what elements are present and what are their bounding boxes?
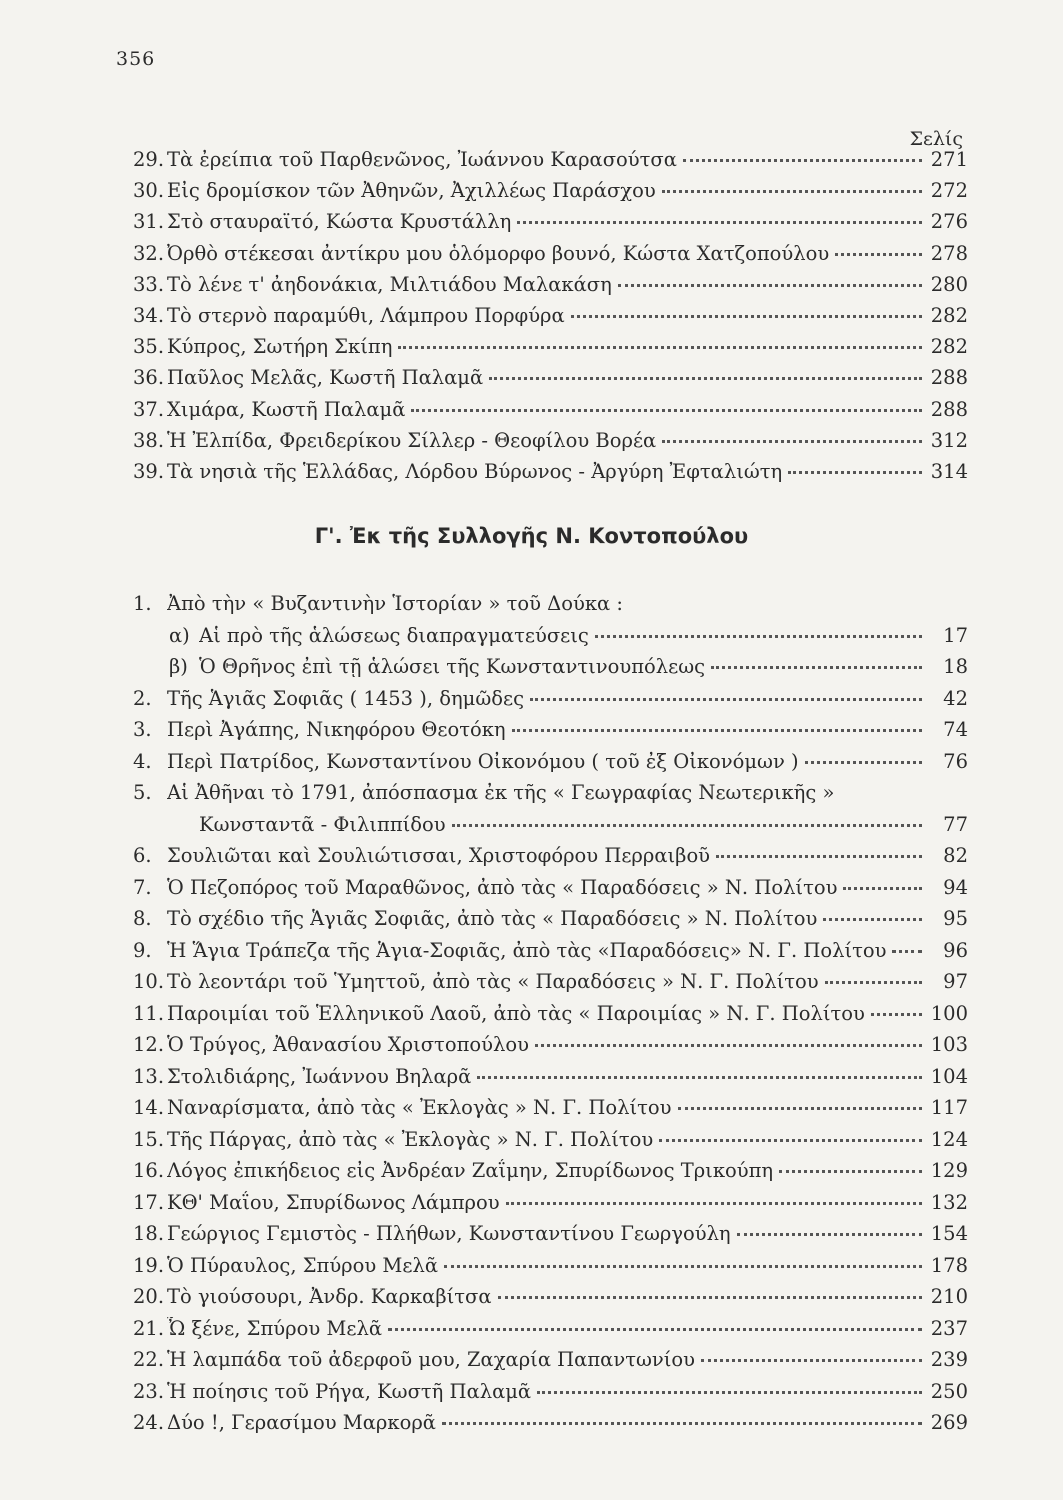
entry-number: 38. <box>133 428 165 452</box>
entry-page: 95 <box>943 907 968 930</box>
toc-entry <box>133 844 968 876</box>
entry-page: 129 <box>930 1159 968 1182</box>
entry-number: 9. <box>133 938 152 962</box>
toc-entry <box>133 1222 968 1254</box>
entry-page: 18 <box>943 655 968 678</box>
entry-title: Ἡ Ἐλπίδα, Φρειδερίκου Σίλλερ - Θεοφίλου Βορέα <box>167 428 657 452</box>
entry-title: Στὸ σταυραϊτό, Κώστα Κρυστάλλη <box>167 210 512 234</box>
entry-number: 33. <box>133 272 165 296</box>
entry-title: Ἡ Ἅγια Τράπεζα τῆς Ἁγια-Σοφιᾶς, ἀπὸ τὰς «Παραδόσεις» Ν. Γ. Πολίτου <box>167 938 887 962</box>
dot-leader <box>678 1107 922 1110</box>
toc-entry <box>133 655 968 687</box>
toc-entry <box>133 398 968 429</box>
entry-number: 10. <box>133 970 165 993</box>
entry-number: 13. <box>133 1064 165 1088</box>
entry-number: 18. <box>133 1222 165 1245</box>
entry-page: 288 <box>930 366 968 390</box>
entry-number: 23. <box>133 1379 165 1403</box>
entry-page: 282 <box>930 335 968 359</box>
dot-leader <box>662 190 922 193</box>
entry-page: 100 <box>930 1001 968 1025</box>
entry-title: Ἀπὸ τὴν « Βυζαντινὴν Ἱστορίαν » τοῦ Δούκα : <box>167 592 623 615</box>
entry-page: 276 <box>930 210 968 234</box>
entry-page: 272 <box>930 179 968 203</box>
dot-leader <box>716 855 922 858</box>
toc-entry <box>133 1254 968 1286</box>
column-header-page: Σελίς <box>909 128 963 150</box>
entry-page: 117 <box>930 1096 968 1119</box>
dot-leader <box>701 1359 922 1362</box>
entry-number: 30. <box>133 179 165 203</box>
entry-number: 37. <box>133 397 165 421</box>
entry-number: 31. <box>133 210 165 234</box>
entry-title: Λόγος ἐπικήδειος εἰς Ἀνδρέαν Ζαΐμην, Σπυρίδωνος Τρικούπη <box>167 1159 774 1182</box>
entry-number: β) <box>169 655 188 678</box>
dot-leader <box>512 729 922 732</box>
entry-number: 21. <box>133 1316 165 1340</box>
entry-title: Ὁ Θρῆνος ἐπὶ τῇ ἁλώσει τῆς Κωνσταντινουπόλεως <box>199 655 706 678</box>
entry-page: 278 <box>930 241 968 265</box>
dot-leader <box>737 1233 922 1236</box>
dot-leader <box>835 253 922 256</box>
toc-entry <box>133 429 968 460</box>
entry-title: Στολιδιάρης, Ἰωάννου Βηλαρᾶ <box>167 1064 472 1088</box>
toc-entry <box>133 624 968 656</box>
entry-page: 288 <box>930 397 968 421</box>
toc-entry <box>133 1002 968 1034</box>
toc-entry <box>133 1348 968 1380</box>
entry-title: Κωνσταντᾶ - Φιλιππίδου <box>199 812 446 836</box>
entry-title: Τὰ νησιὰ τῆς Ἑλλάδας, Λόρδου Βύρωνος - Ἀργύρη Ἐφταλιώτη <box>167 459 783 483</box>
entry-page: 314 <box>930 459 968 483</box>
entry-title: Παῦλος Μελᾶς, Κωστῆ Παλαμᾶ <box>167 366 484 390</box>
entry-number: 12. <box>133 1033 165 1056</box>
entry-number: 3. <box>133 718 152 741</box>
dot-leader <box>823 918 922 921</box>
toc-entry <box>133 460 968 491</box>
entry-page: 124 <box>930 1127 968 1151</box>
entry-title: Χιμάρα, Κωστῆ Παλαμᾶ <box>167 397 406 421</box>
toc-entry <box>133 1380 968 1412</box>
entry-number: 39. <box>133 459 165 483</box>
entry-number: 32. <box>133 241 165 265</box>
entry-title: Εἰς δρομίσκον τῶν Ἀθηνῶν, Ἀχιλλέως Παράσχου <box>167 179 656 203</box>
entry-title: Ὁ Πεζοπόρος τοῦ Μαραθῶνος, ἀπὸ τὰς « Παραδόσεις » Ν. Πολίτου <box>167 875 838 899</box>
toc-entry <box>133 876 968 908</box>
entry-number: 24. <box>133 1411 165 1434</box>
toc-entry <box>133 179 968 210</box>
entry-number: 20. <box>133 1285 165 1308</box>
entry-title: Δύο !, Γερασίμου Μαρκορᾶ <box>167 1411 436 1434</box>
entry-number: 7. <box>133 875 152 899</box>
toc-entry <box>133 304 968 335</box>
entry-title: Ὁ Τρύγος, Ἀθανασίου Χριστοπούλου <box>167 1033 529 1056</box>
entry-number: 19. <box>133 1253 165 1277</box>
toc-entry <box>133 1033 968 1065</box>
dot-leader <box>711 666 922 669</box>
dot-leader <box>530 698 922 701</box>
entry-title: Παροιμίαι τοῦ Ἑλληνικοῦ Λαοῦ, ἀπὸ τὰς « Παροιμίας » Ν. Γ. Πολίτου <box>167 1001 865 1025</box>
dot-leader <box>442 1422 922 1425</box>
entry-page: 17 <box>943 623 968 647</box>
dot-leader <box>871 1013 922 1016</box>
entry-number: 5. <box>133 781 152 804</box>
entry-page: 97 <box>943 970 968 993</box>
entry-page: 271 <box>930 148 968 171</box>
toc-entry <box>133 907 968 939</box>
toc-entry <box>133 592 968 624</box>
entry-title: Σουλιῶται καὶ Σουλιώτισσαι, Χριστοφόρου Περραιβοῦ <box>167 844 711 867</box>
dot-leader <box>843 887 922 890</box>
toc-entry <box>133 1096 968 1128</box>
entry-page: 210 <box>930 1285 968 1308</box>
toc-section-a <box>133 148 968 491</box>
dot-leader <box>489 377 922 380</box>
dot-leader <box>571 315 922 318</box>
dot-leader <box>477 1076 922 1079</box>
entry-page: 42 <box>943 686 968 710</box>
entry-page: 282 <box>930 303 968 327</box>
toc-entry <box>133 273 968 304</box>
entry-number: 14. <box>133 1096 165 1119</box>
toc-section-b <box>133 592 968 1443</box>
toc-entry <box>133 750 968 782</box>
entry-number: 2. <box>133 686 152 710</box>
entry-page: 239 <box>930 1348 968 1371</box>
entry-number: 1. <box>133 592 152 615</box>
entry-page: 94 <box>943 875 968 899</box>
toc-entry <box>133 366 968 397</box>
entry-title: Τὰ ἐρείπια τοῦ Παρθενῶνος, Ἰωάννου Καρασούτσα <box>167 148 677 171</box>
dot-leader <box>683 159 922 162</box>
dot-leader <box>535 1044 922 1047</box>
section-heading: Γ'. Ἐκ τῆς Συλλογῆς Ν. Κοντοπούλου <box>314 524 749 548</box>
entry-title: Περὶ Ἀγάπης, Νικηφόρου Θεοτόκη <box>167 718 506 741</box>
entry-number: 35. <box>133 335 165 359</box>
toc-entry <box>133 781 968 813</box>
entry-title: Αἱ Ἀθῆναι τὸ 1791, ἀπόσπασμα ἐκ τῆς « Γεωγραφίας Νεωτερικῆς » <box>167 781 835 804</box>
dot-leader <box>452 824 922 827</box>
page-number: 356 <box>116 48 156 70</box>
dot-leader <box>595 635 922 638</box>
entry-page: 132 <box>930 1190 968 1214</box>
entry-title: Τῆς Πάργας, ἀπὸ τὰς « Ἐκλογὰς » Ν. Γ. Πολίτου <box>167 1127 654 1151</box>
dot-leader <box>411 409 922 412</box>
entry-number: 15. <box>133 1127 165 1151</box>
entry-title: Ὦ ξένε, Σπύρου Μελᾶ <box>167 1316 382 1340</box>
entry-page: 77 <box>943 812 968 836</box>
dot-leader <box>537 1391 922 1394</box>
entry-number: α) <box>169 623 190 647</box>
dot-leader <box>662 440 922 443</box>
entry-page: 178 <box>930 1253 968 1277</box>
dot-leader <box>825 981 922 984</box>
entry-page: 237 <box>930 1316 968 1340</box>
toc-entry <box>133 939 968 971</box>
entry-title: Ὀρθὸ στέκεσαι ἀντίκρυ μου ὁλόμορφο βουνό, Κώστα Χατζοπούλου <box>167 241 830 265</box>
dot-leader <box>517 221 922 224</box>
entry-title: Τῆς Ἁγιᾶς Σοφιᾶς ( 1453 ), δημῶδες <box>167 686 524 710</box>
entry-title: Περὶ Πατρίδος, Κωνσταντίνου Οἰκονόμου ( τοῦ ἐξ Οἰκονόμων ) <box>167 749 799 773</box>
entry-title: Κύπρος, Σωτήρη Σκίπη <box>167 335 393 359</box>
entry-title: Τὸ γιούσουρι, Ἀνδρ. Καρκαβίτσα <box>167 1285 492 1308</box>
entry-number: 22. <box>133 1348 165 1371</box>
entry-title: Τὸ σχέδιο τῆς Ἁγιᾶς Σοφιᾶς, ἀπὸ τὰς « Παραδόσεις » Ν. Πολίτου <box>167 907 818 930</box>
toc-entry <box>133 718 968 750</box>
dot-leader <box>398 346 922 349</box>
entry-title: Γεώργιος Γεμιστὸς - Πλήθων, Κωνσταντίνου Γεωργούλη <box>167 1222 731 1245</box>
entry-title: Ναναρίσματα, ἀπὸ τὰς « Ἐκλογὰς » Ν. Γ. Πολίτου <box>167 1096 672 1119</box>
dot-leader <box>444 1265 922 1268</box>
entry-number: 6. <box>133 844 152 867</box>
entry-page: 280 <box>930 272 968 296</box>
entry-number: 11. <box>133 1001 165 1025</box>
entry-number: 17. <box>133 1190 165 1214</box>
toc-entry <box>133 687 968 719</box>
dot-leader <box>498 1296 922 1299</box>
entry-title: Αἱ πρὸ τῆς ἁλώσεως διαπραγματεύσεις <box>199 623 589 647</box>
entry-title: Τὸ λεοντάρι τοῦ Ὑμηττοῦ, ἀπὸ τὰς « Παραδόσεις » Ν. Γ. Πολίτου <box>167 970 819 993</box>
entry-page: 74 <box>943 718 968 741</box>
toc-entry <box>133 1065 968 1097</box>
entry-title: Τὸ στερνὸ παραμύθι, Λάμπρου Πορφύρα <box>167 303 565 327</box>
toc-entry <box>133 1411 968 1443</box>
entry-number: 36. <box>133 366 165 390</box>
entry-number: 34. <box>133 303 165 327</box>
toc-entry <box>133 335 968 366</box>
dot-leader <box>618 284 922 287</box>
entry-number: 4. <box>133 749 152 773</box>
toc-entry <box>133 1128 968 1160</box>
entry-page: 76 <box>943 749 968 773</box>
entry-title: Ἡ λαμπάδα τοῦ ἀδερφοῦ μου, Ζαχαρία Παπαντωνίου <box>167 1348 695 1371</box>
dot-leader <box>659 1139 922 1142</box>
entry-page: 104 <box>930 1064 968 1088</box>
entry-page: 103 <box>930 1033 968 1056</box>
toc-entry <box>133 1285 968 1317</box>
dot-leader <box>892 950 922 953</box>
entry-page: 154 <box>930 1222 968 1245</box>
entry-title: Τὸ λένε τ' ἀηδονάκια, Μιλτιάδου Μαλακάση <box>167 272 612 296</box>
toc-entry <box>133 813 968 845</box>
toc-entry <box>133 970 968 1002</box>
entry-page: 250 <box>930 1379 968 1403</box>
toc-entry <box>133 1191 968 1223</box>
entry-title: Ἡ ποίησις τοῦ Ρήγα, Κωστῆ Παλαμᾶ <box>167 1379 532 1403</box>
entry-title: Ὁ Πύραυλος, Σπύρου Μελᾶ <box>167 1253 439 1277</box>
dot-leader <box>506 1202 922 1205</box>
toc-entry <box>133 242 968 273</box>
dot-leader <box>788 471 922 474</box>
entry-title: ΚΘ' Μαΐου, Σπυρίδωνος Λάμπρου <box>167 1190 500 1214</box>
entry-page: 96 <box>943 938 968 962</box>
entry-page: 82 <box>943 844 968 867</box>
toc-entry <box>133 1317 968 1349</box>
dot-leader <box>805 761 922 764</box>
toc-entry <box>133 210 968 241</box>
toc-entry <box>133 1159 968 1191</box>
entry-page: 312 <box>930 428 968 452</box>
dot-leader <box>388 1328 922 1331</box>
entry-page: 269 <box>930 1411 968 1434</box>
entry-number: 29. <box>133 148 165 171</box>
toc-entry <box>133 148 968 179</box>
dot-leader <box>779 1170 922 1173</box>
entry-number: 8. <box>133 907 152 930</box>
entry-number: 16. <box>133 1159 165 1182</box>
